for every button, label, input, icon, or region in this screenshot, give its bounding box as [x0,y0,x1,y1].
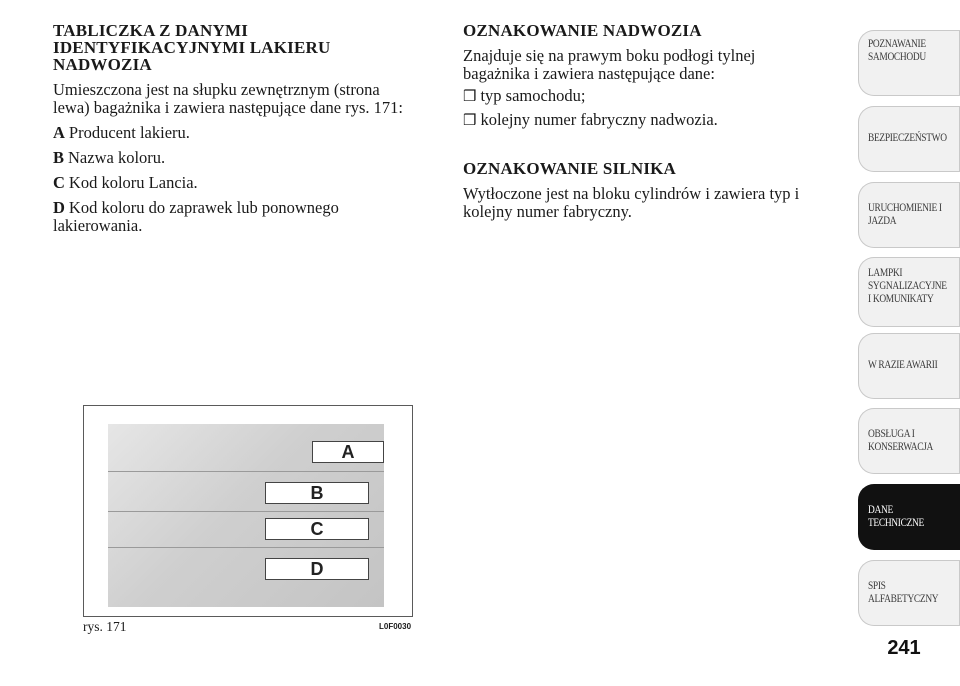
tab-lampki-sygnalizacyjne[interactable]: LAMPKI SYGNALIZACYJNE I KOMUNIKATY [858,257,960,327]
plate-divider [108,511,384,512]
body-marking-text: Znajduje się na prawym boku podłogi tylnej bagażnika i zawiera następujące dane: [463,46,756,83]
left-column [53,22,433,235]
heading-paint-plate: TABLICZKA Z DANYMI IDENTYFIKACYJNYMI LAKIERU NADWOZIA [53,21,331,74]
plate-divider [108,547,384,548]
right-column [463,22,833,221]
tab-spis-alfabetyczny[interactable]: SPIS ALFABETYCZNY [858,560,960,626]
plate-tag-c: C [265,518,369,540]
item-letter: C [53,173,65,192]
plate-tag-b: B [265,482,369,504]
item-letter: D [53,198,65,217]
plate-divider [108,471,384,472]
list-item: ❒ typ samochodu; [463,86,586,105]
paint-plate-illustration [108,424,384,607]
list-item: ❒ kolejny numer fabryczny nadwozia. [463,110,718,129]
checkbox-bullet-icon: ❒ [463,89,477,105]
item-letter: B [53,148,65,167]
figure-code: L0F0030 [379,622,412,631]
checkbox-bullet-icon: ❒ [463,113,477,129]
tab-w-razie-awarii[interactable]: W RAZIE AWARII [858,333,960,399]
page-number: 241 [887,637,921,659]
tab-obsluga-i-konserwacja[interactable]: OBSŁUGA I KONSERWACJA [858,408,960,474]
figure-171 [83,405,413,617]
plate-tag-a: A [312,441,384,463]
tab-uruchomienie-i-jazda[interactable]: URUCHOMIENIE I JAZDA [858,182,960,248]
item-letter: A [53,123,65,142]
list-item: D Kod koloru do zaprawek lub ponownego lakierowania. [53,198,339,235]
heading-engine-marking: OZNAKOWANIE SILNIKA [463,159,677,178]
tab-dane-techniczne[interactable]: DANE TECHNICZNE [858,484,960,550]
list-item: C Kod koloru Lancia. [53,173,198,192]
list-item: B Nazwa koloru. [53,148,166,167]
list-item: A Producent lakieru. [53,123,190,142]
engine-marking-text: Wytłoczone jest na bloku cylindrów i zawiera typ i kolejny numer fabryczny. [463,184,800,221]
tab-bezpieczenstwo[interactable]: BEZPIECZEŃSTWO [858,106,960,172]
tab-poznawanie-samochodu[interactable]: POZNAWANIE SAMOCHODU [858,30,960,96]
heading-body-marking: OZNAKOWANIE NADWOZIA [463,21,702,40]
figure-caption: rys. 171 [83,619,127,634]
intro-text: Umieszczona jest na słupku zewnętrznym (strona lewa) bagażnika i zawiera następujące dane rys. 171: [53,80,403,117]
plate-tag-d: D [265,558,369,580]
